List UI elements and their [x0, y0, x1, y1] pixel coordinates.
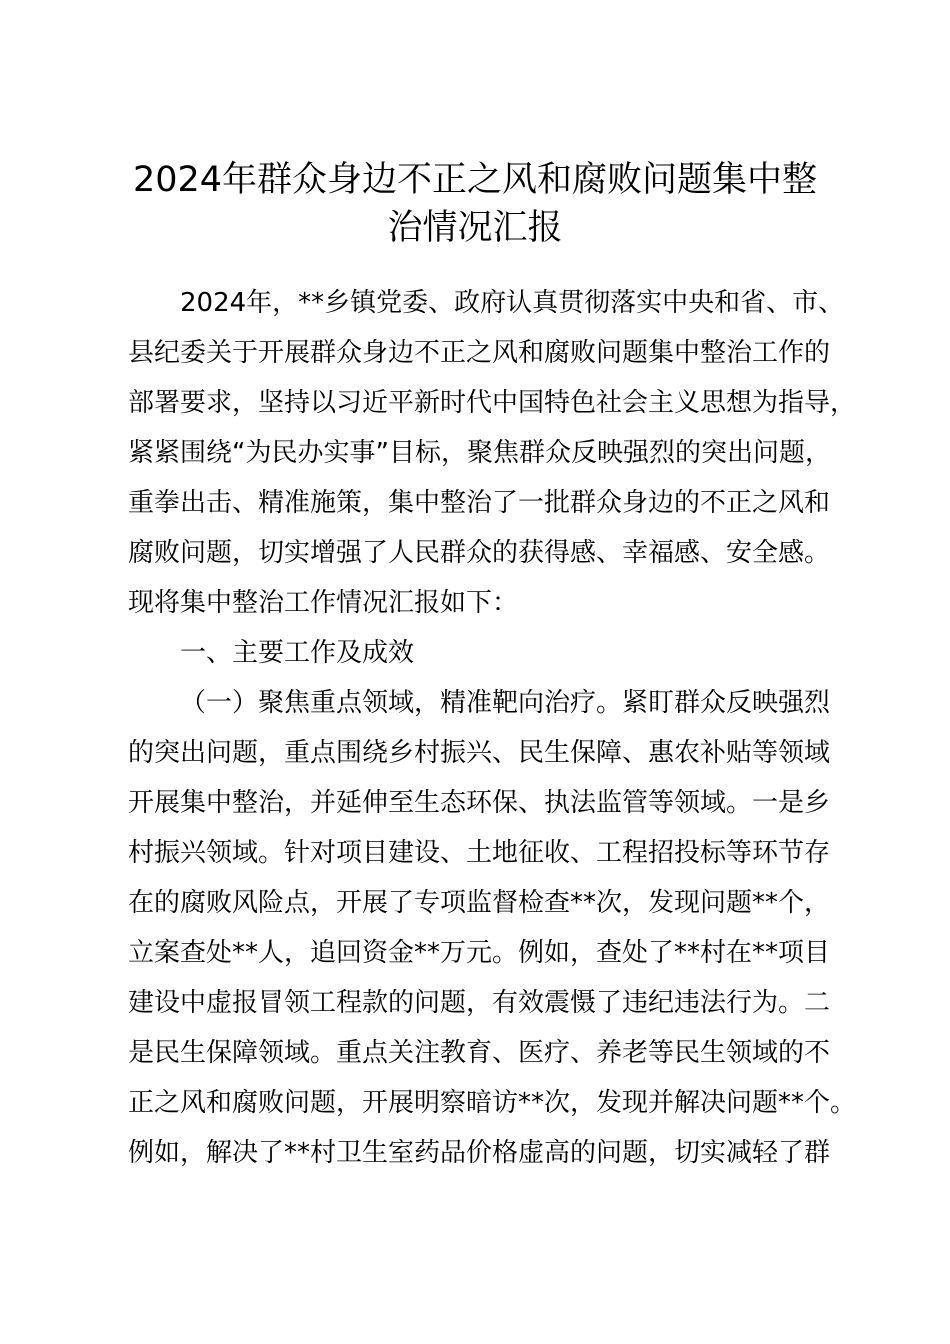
document-title-line-2: 治情况汇报: [387, 208, 563, 248]
body-line: 县纪委关于开展群众身边不正之风和腐败问题集中整治工作的: [128, 338, 831, 368]
body-line: 是民生保障领域。重点关注教育、医疗、养老等民生领域的不: [128, 1038, 831, 1068]
body-line: 例如，解决了**村卫生室药品价格虚高的问题，切实减轻了群: [128, 1138, 831, 1168]
body-line: 开展集中整治，并延伸至生态环保、执法监管等领域。一是乡: [128, 788, 831, 818]
body-line: 村振兴领域。针对项目建设、土地征收、工程招投标等环节存: [128, 838, 831, 868]
body-line: 正之风和腐败问题，开展明察暗访**次，发现并解决问题**个。: [128, 1088, 857, 1118]
body-line: 在的腐败风险点，开展了专项监督检查**次，发现问题**个，: [128, 888, 831, 918]
body-line: 建设中虚报冒领工程款的问题，有效震慑了违纪违法行为。二: [128, 988, 831, 1018]
body-line: 的突出问题，重点围绕乡村振兴、民生保障、惠农补贴等领域: [128, 738, 831, 768]
document-title-line-1: 2024年群众身边不正之风和腐败问题集中整: [132, 160, 818, 200]
body-line: 紧紧围绕“为民办实事”目标，聚焦群众反映强烈的突出问题，: [128, 438, 831, 468]
body-line: 2024年，**乡镇党委、政府认真贯彻落实中央和省、市、: [180, 288, 845, 318]
body-line: 立案查处**人，追回资金**万元。例如，查处了**村在**项目: [128, 938, 831, 968]
body-line: 部署要求，坚持以习近平新时代中国特色社会主义思想为指导，: [128, 388, 857, 418]
body-line: 现将集中整治工作情况汇报如下：: [128, 588, 519, 618]
body-line: （一）聚焦重点领域，精准靶向治疗。紧盯群众反映强烈: [180, 688, 831, 718]
body-line: 重拳出击、精准施策，集中整治了一批群众身边的不正之风和: [128, 488, 831, 518]
body-line: 腐败问题，切实增强了人民群众的获得感、幸福感、安全感。: [128, 538, 831, 568]
section-heading: 一、主要工作及成效: [180, 638, 415, 668]
